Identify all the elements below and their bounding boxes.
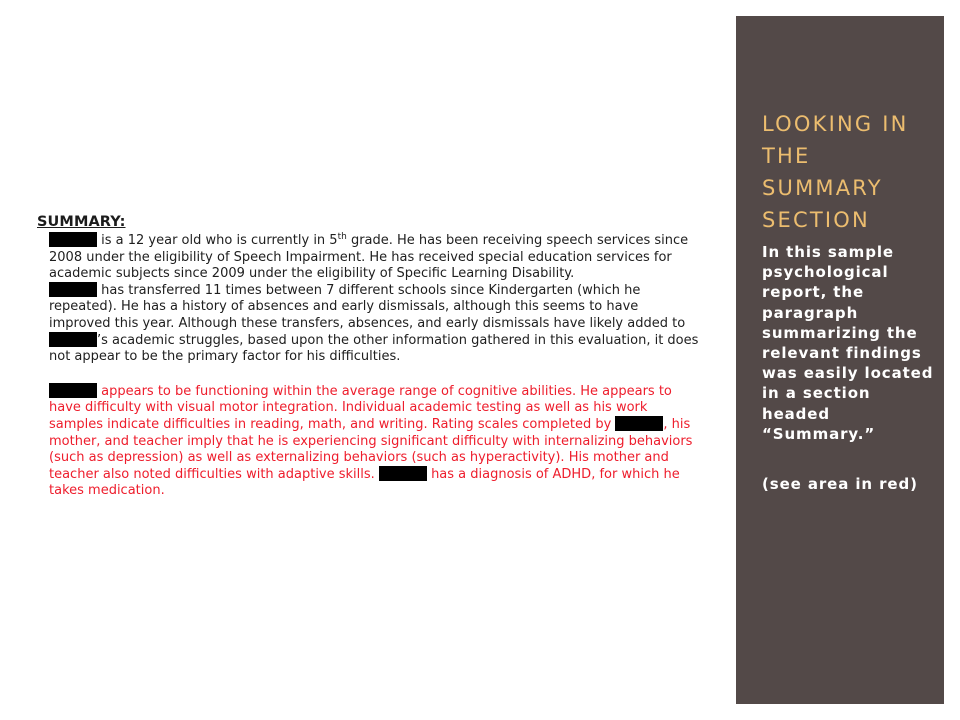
paragraph-text: appears to be functioning within the average range of cognitive abilities. He appears to have difficulty with visual motor integration. Individual academic testing as well as his work samples indicate difficulties in reading, math, and writing. Rating scales completed by (49, 383, 672, 433)
sidebar-description: In this sample psychological report, the paragraph summarizing the relevant findings was easily located in a section headed “Summary.” (762, 243, 934, 443)
redaction-bar (49, 332, 97, 347)
sidebar-panel (736, 16, 944, 704)
slide-title: LOOKING IN THE SUMMARY SECTION (762, 112, 909, 232)
summary-paragraph-background (49, 232, 702, 365)
redaction-bar (379, 466, 427, 481)
summary-heading: SUMMARY: (37, 214, 126, 230)
summary-document-excerpt (37, 214, 702, 500)
paragraph-text: is a 12 year old who is currently in 5 (97, 233, 338, 249)
sidebar-note: (see area in red) (762, 475, 918, 494)
redaction-bar (49, 282, 97, 297)
paragraph-text: has a diagnosis of ADHD, for which he takes medication. (49, 467, 680, 499)
superscript: th (337, 232, 347, 243)
redaction-bar (49, 232, 97, 247)
redaction-bar (49, 383, 97, 398)
paragraph-text: ’s academic struggles, based upon the other information gathered in this evaluation, it does not appear to be the primary factor for his difficulties. (49, 333, 699, 365)
sidebar-body (762, 242, 938, 494)
redaction-bar (615, 416, 663, 431)
paragraph-text: has transferred 11 times between 7 different schools since Kindergarten (which he repeated). He has a history of absences and early dismissals, although this seems to have improved this year. Although these transfers, absences, and early dismissals have likely added to (49, 283, 686, 331)
paragraph-text: grade. He has been receiving speech services since 2008 under the eligibility of Speech Impairment. He has received special education services for academic subjects since 2009 under the eligibility of Specific Learning Disability. (49, 233, 689, 281)
summary-paragraph-findings (49, 383, 702, 500)
paragraph-text: , his mother, and teacher imply that he is experiencing significant difficulty with internalizing behaviors (such as depression) as well as externalizing behaviors (such as hyperactivity). His mother and teacher also noted difficulties with adaptive skills. (49, 417, 693, 483)
